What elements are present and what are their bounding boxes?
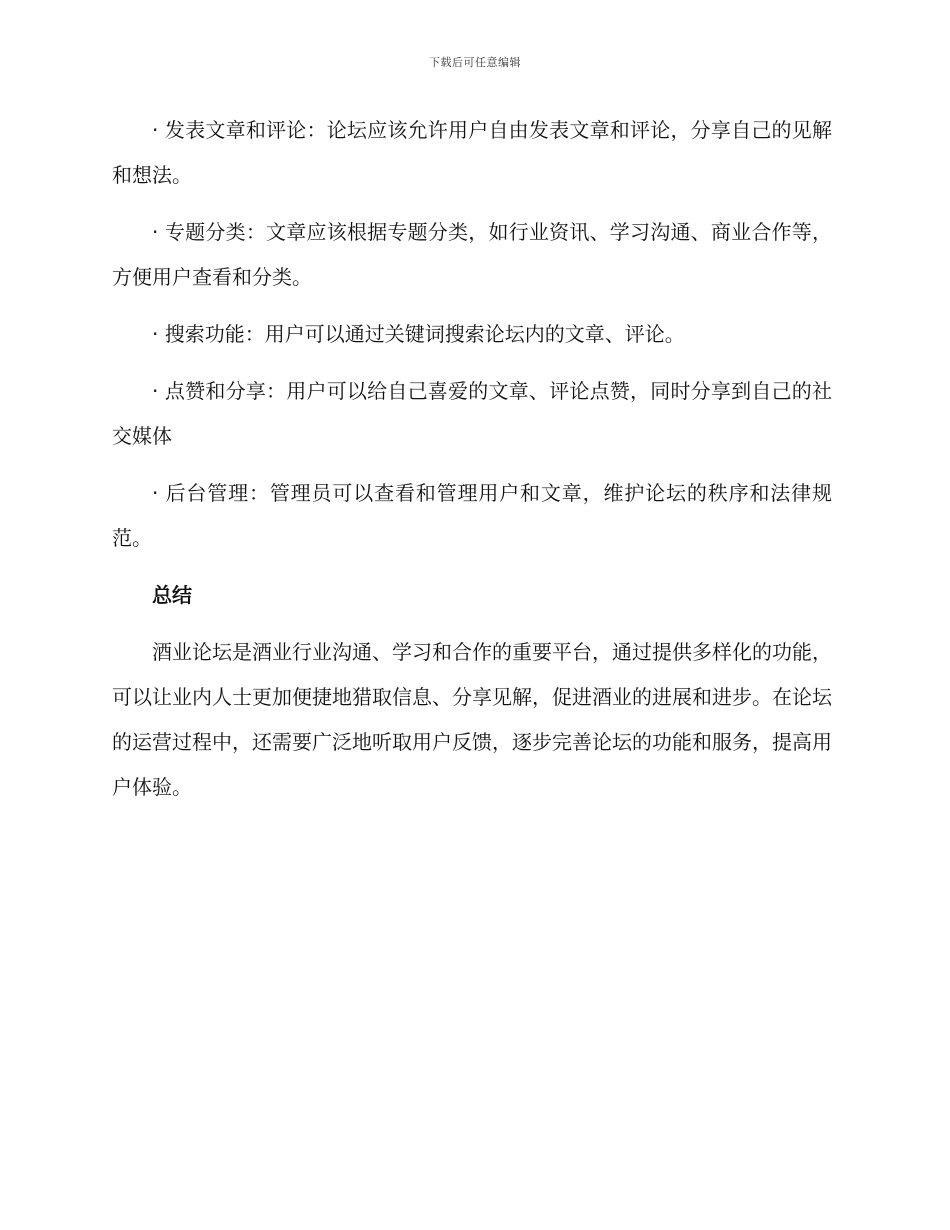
bullet-admin: · 后台管理：管理员可以查看和管理用户和文章，维护论坛的秩序和法律规范。 xyxy=(112,481,832,550)
bullet-like-share: · 点赞和分享：用户可以给自己喜爱的文章、评论点赞，同时分享到自己的社交媒体 xyxy=(112,379,832,448)
summary-heading: 总结 xyxy=(152,583,192,607)
document-body xyxy=(112,108,832,822)
bullet-post-articles: · 发表文章和评论：论坛应该允许用户自由发表文章和评论，分享自己的见解和想法。 xyxy=(112,118,832,187)
bullet-search: · 搜索功能：用户可以通过关键词搜索论坛内的文章、评论。 xyxy=(152,322,685,346)
summary-paragraph: 酒业论坛是酒业行业沟通、学习和合作的重要平台，通过提供多样化的功能，可以让业内人士更加便捷地猎取信息、分享见解，促进酒业的进展和进步。在论坛的运营过程中，还需要广泛地听取用户反馈，逐步完善论坛的功能和服务，提高用户体验。 xyxy=(112,640,832,799)
bullet-topic-categories: · 专题分类：文章应该根据专题分类，如行业资讯、学习沟通、商业合作等，方便用户查看和分类。 xyxy=(112,220,832,289)
header-note: 下载后可任意编辑 xyxy=(429,56,521,69)
